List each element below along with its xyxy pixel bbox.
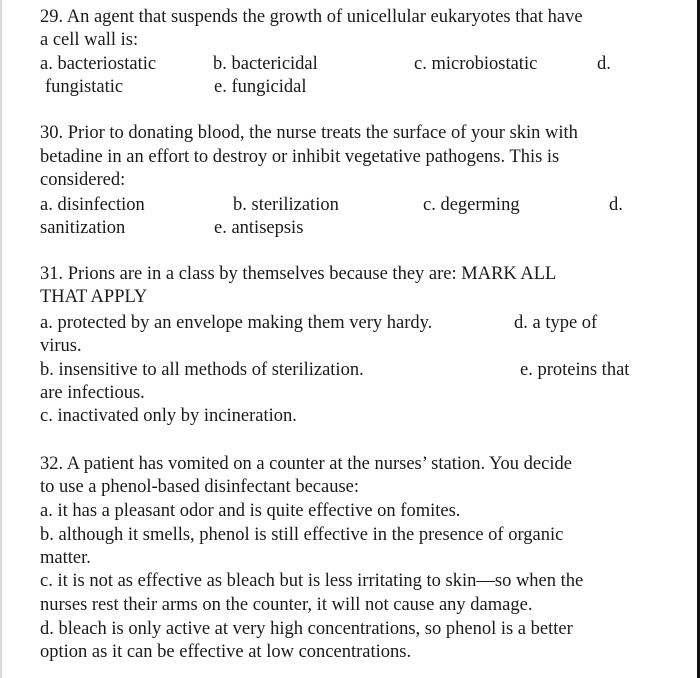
q32-option-b-line-2: matter. [40, 548, 91, 568]
q30-option-d-text: sanitization [40, 218, 126, 238]
q30-option-a: a. disinfection [40, 195, 145, 215]
q31-option-a-continued: virus. [40, 336, 82, 356]
q31-option-c: c. inactivated only by incineration. [40, 406, 297, 426]
q30-option-d-marker: d. [609, 195, 623, 215]
q31-option-d: d. a type of [514, 313, 598, 333]
q29-option-a: a. bacteriostatic [40, 54, 157, 74]
q32-option-d-line-2: option as it can be effective at low concentrations. [40, 642, 412, 662]
q29-option-b: b. bactericidal [213, 54, 318, 74]
q29-option-c: c. microbiostatic [414, 54, 538, 74]
q30-option-e: e. antisepsis [214, 218, 304, 238]
q31-option-b: b. insensitive to all methods of sterilization. [40, 360, 364, 380]
q30-stem-line-3: considered: [40, 170, 126, 190]
q32-stem-line-2: to use a phenol-based disinfectant because: [40, 477, 360, 497]
q29-stem-line-1: 29. An agent that suspends the growth of unicellular eukaryotes that have [40, 7, 583, 27]
q32-option-d-line-1: d. bleach is only active at very high concentrations, so phenol is a better [40, 619, 573, 639]
q31-stem-line-1: 31. Prions are in a class by themselves because they are: MARK ALL [40, 264, 557, 284]
q29-option-d-text: fungistatic [45, 77, 124, 97]
q30-option-c: c. degerming [423, 195, 520, 215]
q30-option-b: b. sterilization [233, 195, 339, 215]
q29-stem-line-2: a cell wall is: [40, 30, 139, 50]
page-left-edge [0, 0, 2, 678]
q29-option-e: e. fungicidal [214, 77, 307, 97]
q30-stem-line-2: betadine in an effort to destroy or inhibit vegetative pathogens. This is [40, 147, 560, 167]
q31-option-a: a. protected by an envelope making them very hardy. [40, 313, 433, 333]
q31-option-b-continued: are infectious. [40, 383, 145, 403]
q32-stem-line-1: 32. A patient has vomited on a counter at the nurses’ station. You decide [40, 454, 572, 474]
q32-option-c-line-2: nurses rest their arms on the counter, it will not cause any damage. [40, 595, 533, 615]
q30-stem-line-1: 30. Prior to donating blood, the nurse treats the surface of your skin with [40, 123, 578, 143]
q32-option-c-line-1: c. it is not as effective as bleach but is less irritating to skin—so when the [40, 571, 584, 591]
q31-option-e: e. proteins that [520, 360, 630, 380]
q29-option-d-marker: d. [597, 54, 611, 74]
q32-option-a: a. it has a pleasant odor and is quite effective on fomites. [40, 501, 461, 521]
q31-stem-line-2: THAT APPLY [40, 287, 148, 307]
q32-option-b-line-1: b. although it smells, phenol is still effective in the presence of organic [40, 525, 564, 545]
